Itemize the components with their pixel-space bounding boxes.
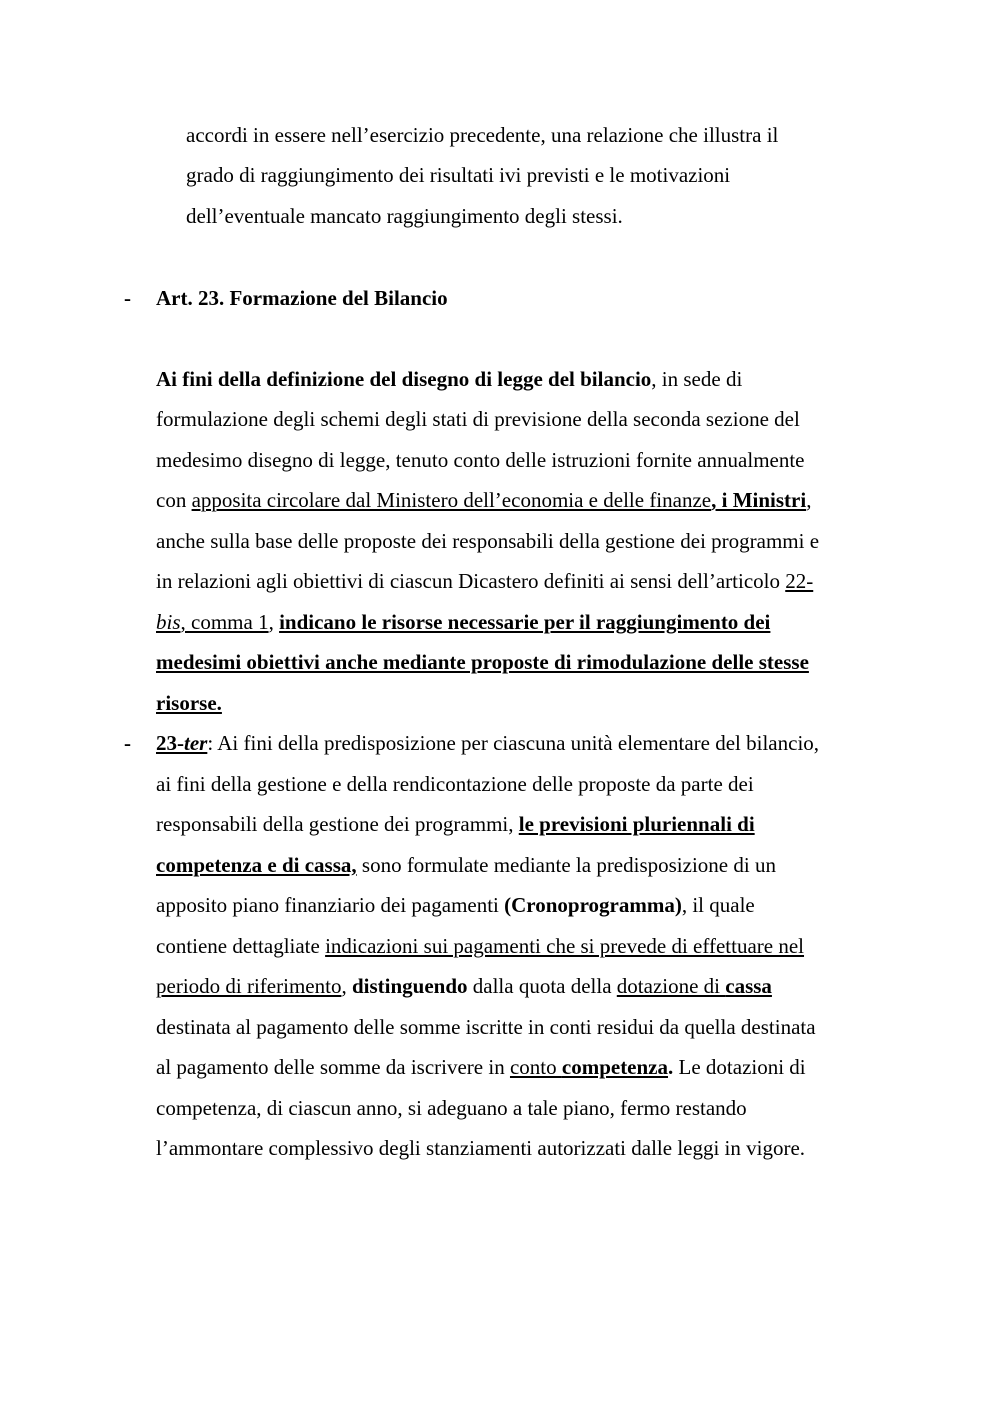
art23-line-5: anche sulla base delle proposte dei responsabili della gestione dei programmi e — [156, 529, 820, 553]
art23ter-l9-underlined: conto — [509, 1055, 562, 1079]
art23ter-l1-bold-italic-underlined: ter — [184, 731, 208, 755]
art23ter-l5-pre: apposito piano finanziario dei pagamenti — [156, 893, 505, 917]
bullet-art23ter: - — [124, 731, 131, 755]
art23ter-l9-rest: Le dotazioni di — [673, 1055, 806, 1079]
art23ter-line-8: destinata al pagamento delle somme iscritte in conti residui da quella destinata — [156, 1015, 816, 1039]
art23ter-line-4 — [156, 855, 776, 876]
art23ter-line-10: competenza, di ciascun anno, si adeguano a tale piano, fermo restando — [156, 1096, 747, 1120]
art23ter-l7-underlined: periodo di riferimento — [156, 974, 342, 998]
art23ter-line-3 — [156, 814, 755, 835]
art23ter-l1-bold-underlined: 23- — [156, 731, 184, 755]
art23-line-1 — [156, 369, 742, 390]
art23ter-line-7 — [156, 976, 772, 997]
art23-l7-bold-underlined: indicano le risorse necessarie per il raggiungimento dei — [279, 610, 771, 634]
art23ter-l7-underlined-2: dotazione di — [616, 974, 726, 998]
art23ter-l4-bold-underlined: competenza e di cassa, — [156, 853, 357, 877]
art23-line-6 — [156, 571, 813, 592]
art23-line-8: medesimi obiettivi anche mediante proposte di rimodulazione delle stesse — [156, 650, 809, 674]
art23ter-l9-bold: . — [668, 1055, 674, 1079]
art23ter-line-11: l’ammontare complessivo degli stanziamenti autorizzati dalle leggi in vigore. — [156, 1136, 806, 1160]
intro-line-1: accordi in essere nell’esercizio precedente, una relazione che illustra il — [186, 123, 779, 147]
art23ter-l7-mid: , — [341, 974, 352, 998]
art23ter-l3-pre: responsabili della gestione dei programmi, — [156, 812, 519, 836]
art23-line-4 — [156, 490, 811, 511]
art23-l4-underlined: apposita circolare dal Ministero dell’economia e delle finanze — [191, 488, 712, 512]
art23ter-l9-bold-underlined: competenza — [561, 1055, 669, 1079]
art23ter-line-9 — [156, 1057, 806, 1078]
art23-line-9: risorse. — [156, 691, 222, 715]
art23ter-l7-bold-underlined: cassa — [725, 974, 772, 998]
art23ter-l7-bold: distinguendo — [351, 974, 468, 998]
art23-l4-pre: con — [156, 488, 192, 512]
art23-line-7 — [156, 612, 770, 633]
art23ter-l3-bold-underlined: le previsioni pluriennali di — [518, 812, 755, 836]
art23-line-3: medesimo disegno di legge, tenuto conto delle istruzioni fornite annualmente — [156, 448, 805, 472]
art23-l4-bold-underlined: , i Ministri — [711, 488, 807, 512]
art23ter-l1-rest: : Ai fini della predisposizione per ciascuna unità elementare del bilancio, — [207, 731, 820, 755]
art23-l4-post: , — [806, 488, 812, 512]
art23ter-line-6 — [156, 936, 804, 957]
art23-heading: Art. 23. Formazione del Bilancio — [156, 286, 448, 310]
art23ter-l4-rest: sono formulate mediante la predisposizione di un — [356, 853, 776, 877]
art23-l7-underlined: , comma 1 — [180, 610, 269, 634]
bullet-art23: - — [124, 286, 131, 310]
art23-l7-italic-underlined: bis — [156, 610, 181, 634]
intro-line-3: dell’eventuale mancato raggiungimento degli stessi. — [186, 204, 623, 228]
art23ter-line-1 — [156, 733, 819, 754]
art23-l7-mid: , — [268, 610, 280, 634]
art23ter-l9-pre: al pagamento delle somme da iscrivere in — [156, 1055, 510, 1079]
art23-l1-bold: Ai fini della definizione del disegno di legge del bilancio — [156, 367, 652, 391]
art23-l6-pre: in relazioni agli obiettivi di ciascun Dicastero definiti ai sensi dell’articolo — [156, 569, 786, 593]
art23ter-line-5 — [156, 895, 755, 916]
art23ter-l6-underlined: indicazioni sui pagamenti che si prevede di effettuare nel — [325, 934, 805, 958]
intro-line-2: grado di raggiungimento dei risultati ivi previsti e le motivazioni — [186, 163, 731, 187]
art23ter-l5-bold: (Cronoprogramma) — [504, 893, 682, 917]
art23ter-l5-rest: , il quale — [681, 893, 755, 917]
art23-l1-rest: , in sede di — [651, 367, 743, 391]
art23ter-l7-mid2: dalla quota della — [467, 974, 617, 998]
art23-line-2: formulazione degli schemi degli stati di previsione della seconda sezione del — [156, 407, 800, 431]
art23ter-l6-pre: contiene dettagliate — [156, 934, 326, 958]
art23ter-line-2: ai fini della gestione e della rendicontazione delle proposte da parte dei — [156, 772, 754, 796]
art23-l6-underlined: 22- — [785, 569, 814, 593]
